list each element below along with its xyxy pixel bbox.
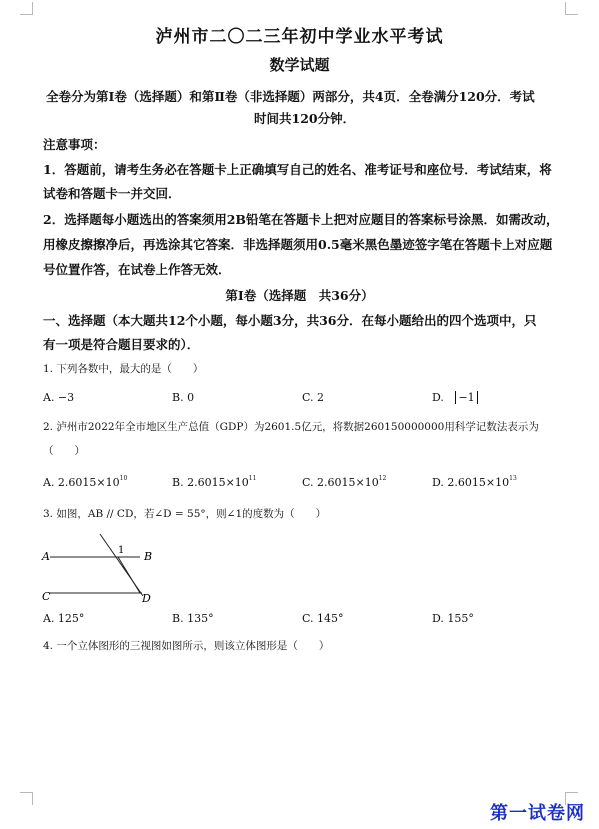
crop-mark-top-right: [565, 2, 578, 15]
q3-option-d: D. 155°: [432, 612, 474, 625]
q3-option-b: B. 135°: [172, 612, 214, 625]
exam-intro-line-1: 全卷分为第Ⅰ卷（选择题）和第Ⅱ卷（非选择题）两部分，共4页．全卷满分120分．考试: [46, 89, 535, 104]
crop-mark-bottom-left: [20, 792, 33, 805]
q2-option-c: [302, 475, 386, 489]
exam-intro-line-2: 时间共120分钟．: [254, 111, 356, 126]
q2-option-c-exponent: 12: [378, 475, 387, 482]
q2-option-d-exponent: 13: [509, 475, 517, 482]
q2-stem-line-2: （ ）: [43, 445, 85, 457]
part-instructions-line-2: 有一项是符合题目要求的）．: [43, 337, 200, 352]
q2-option-a-base: A. 2.6015×10: [43, 476, 120, 489]
q3-parallel-lines-figure: [38, 530, 168, 606]
label-d: D: [142, 592, 151, 605]
note-2-line-2: 用橡皮擦擦净后，再选涂其它答案．非选择题须用0.5毫米黑色墨迹签字笔在答题卡上对应题: [43, 237, 553, 252]
exam-title: 泸州市二〇二三年初中学业水平考试: [155, 27, 444, 47]
label-a: A: [42, 550, 50, 563]
q2-option-b: [172, 475, 256, 489]
q2-option-c-base: C. 2.6015×10: [302, 476, 379, 489]
watermark-logo-text: 第一试卷网: [490, 803, 585, 824]
q3-option-a: A. 125°: [43, 612, 85, 625]
part-instructions-line-1: 一、选择题（本大题共12个小题，每小题3分，共36分．在每小题给出的四个选项中，只: [43, 313, 537, 328]
note-1-line-2: 试卷和答题卡一并交回．: [43, 186, 181, 201]
q2-stem-line-1: 2. 泸州市2022年全市地区生产总值（GDP）为2601.5亿元，将数据260150000000用科学记数法表示为: [43, 421, 539, 433]
segment-to-d: [118, 557, 140, 593]
q4-stem: 4. 一个立体图形的三视图如图所示，则该立体图形是（ ）: [43, 640, 330, 652]
note-2-line-3: 号位置作答，在试卷上作答无效．: [43, 262, 231, 277]
q1-option-a: A. −3: [43, 391, 75, 404]
exam-subtitle: 数学试题: [269, 56, 330, 74]
q1-option-d-abs-value: −1: [455, 391, 477, 404]
label-angle-1: 1: [118, 545, 125, 556]
q2-option-d-base: D. 2.6015×10: [432, 476, 510, 489]
note-2-line-1: 2．选择题每小题选出的答案须用2B铅笔在答题卡上把对应题目的答案标号涂黑．如需改动，: [43, 212, 559, 227]
q1-option-b: B. 0: [172, 391, 195, 404]
q3-stem: 3. 如图，AB // CD，若∠D = 55°，则∠1的度数为（ ）: [43, 508, 327, 520]
label-c: C: [42, 590, 51, 603]
q2-option-d: [432, 475, 517, 489]
q2-option-b-exponent: 11: [248, 475, 257, 482]
q2-option-a: [43, 475, 127, 489]
notes-heading: 注意事项：: [43, 137, 106, 152]
q1-option-c: C. 2: [302, 391, 325, 404]
label-b: B: [144, 550, 153, 563]
section-heading: 第Ⅰ卷（选择题 共36分）: [225, 288, 374, 303]
q1-stem: 1. 下列各数中，最大的是（ ）: [43, 363, 204, 375]
q1-option-d: [432, 391, 478, 404]
note-1-line-1: 1．答题前，请考生务必在答题卡上正确填写自己的姓名、准考证号和座位号．考试结束，将: [43, 162, 552, 177]
q1-option-d-label: D.: [432, 391, 444, 404]
q2-option-b-base: B. 2.6015×10: [172, 476, 249, 489]
crop-mark-top-left: [20, 2, 33, 15]
q3-option-c: C. 145°: [302, 612, 344, 625]
q2-option-a-exponent: 10: [119, 475, 128, 482]
